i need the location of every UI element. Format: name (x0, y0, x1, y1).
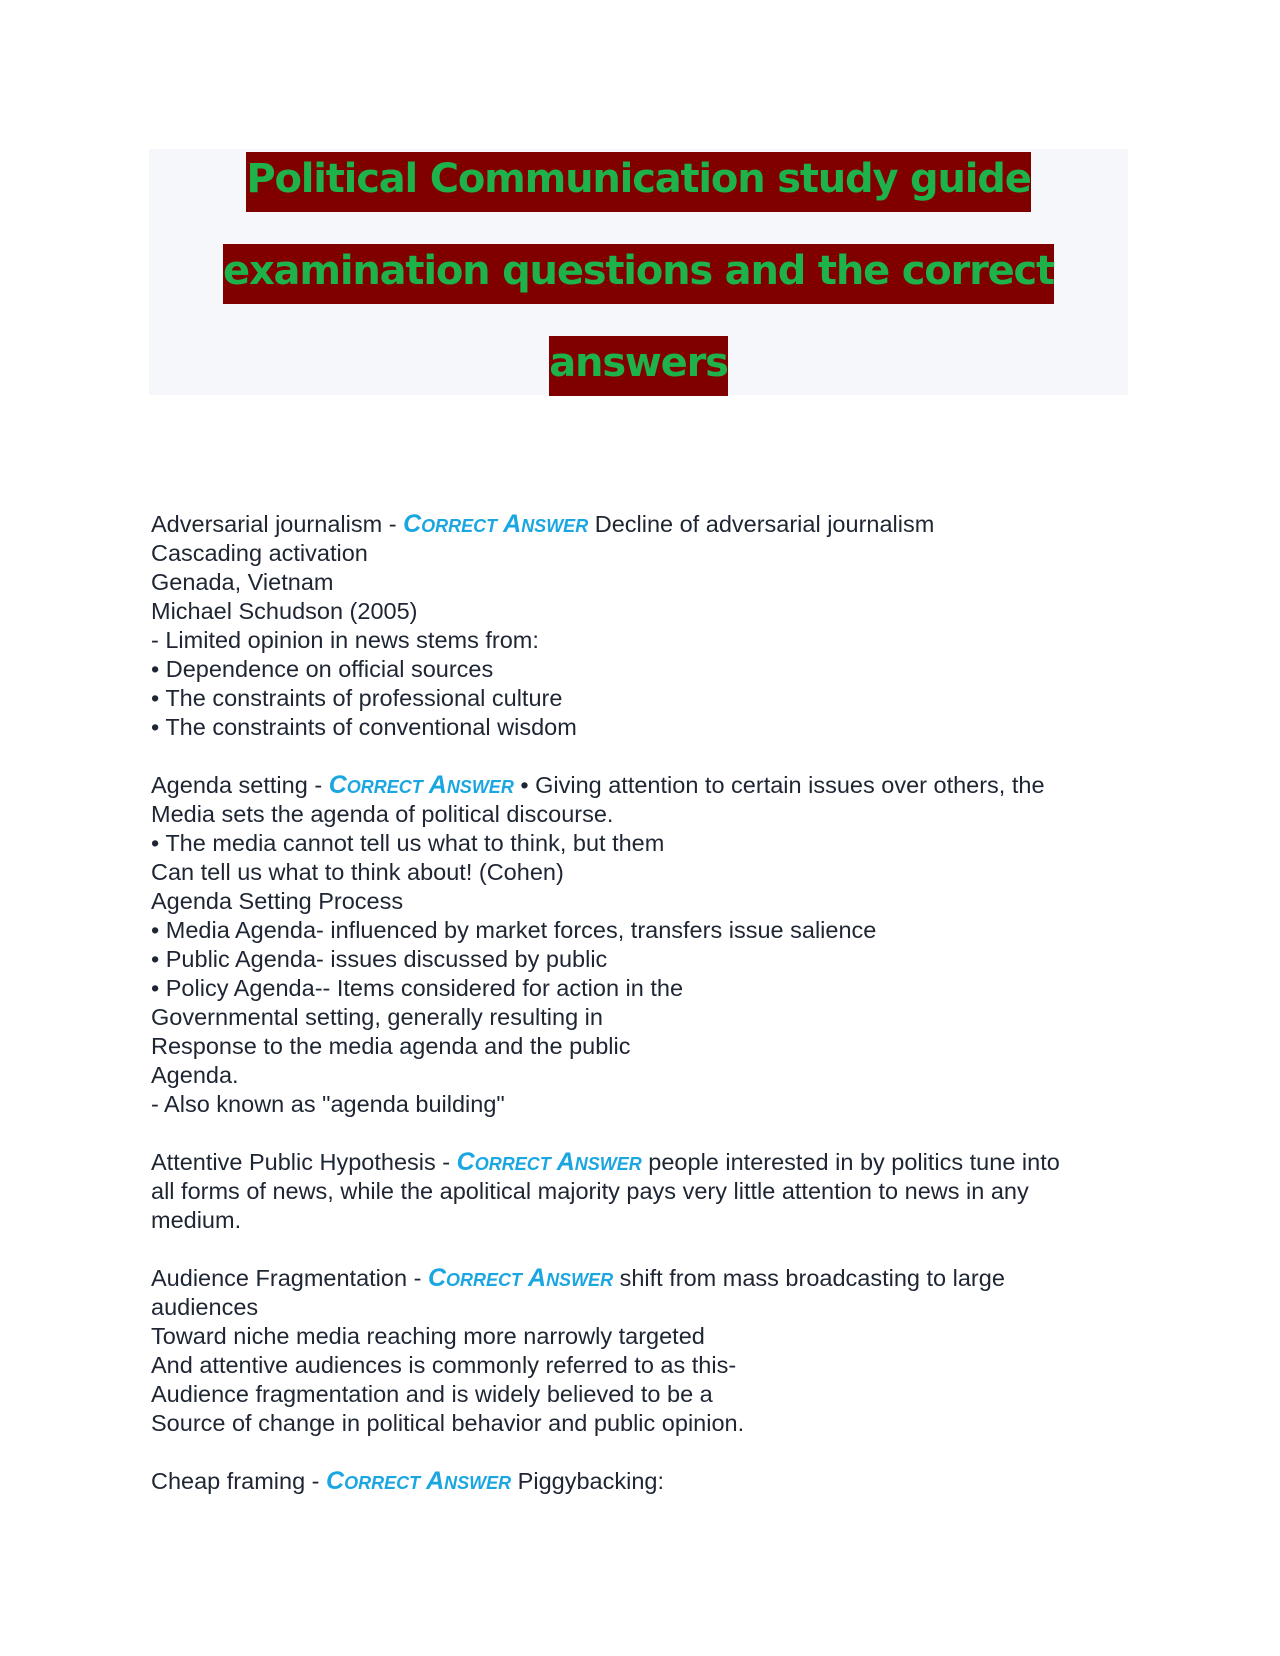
answer-line: Response to the media agenda and the public (151, 1033, 631, 1059)
answer-line: Toward niche media reaching more narrowly targeted (151, 1323, 705, 1349)
title-text: answers (549, 336, 728, 396)
term: Adversarial journalism - (151, 511, 404, 537)
answer-line: • Dependence on official sources (151, 656, 494, 682)
correct-answer-label: Correct Answer (456, 1148, 642, 1176)
answer-line: Agenda Setting Process (151, 888, 404, 914)
term: Audience Fragmentation - (151, 1265, 428, 1291)
title-text: examination questions and the correct (223, 244, 1054, 304)
answer-line: • Media Agenda- influenced by market forces, transfers issue salience (151, 917, 877, 943)
correct-answer-label: Correct Answer (326, 1467, 512, 1495)
answer-line: Agenda. (151, 1062, 239, 1088)
answer-text: • Giving attention to certain issues over others, the (513, 772, 1045, 798)
answer-text: Decline of adversarial journalism (588, 511, 935, 537)
answer-line: - Also known as "agenda building" (151, 1091, 505, 1117)
entry-header (151, 510, 1131, 539)
term: Agenda setting - (151, 772, 329, 798)
entry-header (151, 1148, 1131, 1177)
title-text: Political Communication study guide (246, 152, 1030, 212)
answer-line: Can tell us what to think about! (Cohen) (151, 859, 564, 885)
answer-line: • Policy Agenda-- Items considered for action in the (151, 975, 684, 1001)
answer-text: people interested in by politics tune into (641, 1149, 1060, 1175)
entry-header (151, 1264, 1131, 1293)
answer-line: Audience fragmentation and is widely believed to be a (151, 1381, 713, 1407)
answer-line: • The constraints of professional culture (151, 685, 563, 711)
answer-line: - Limited opinion in news stems from: (151, 627, 539, 653)
answer-line: Cascading activation (151, 540, 368, 566)
document-body (151, 510, 1131, 1525)
qa-entry-agenda-setting (151, 771, 1131, 1119)
answer-text: Piggybacking: (511, 1468, 664, 1494)
qa-entry-attentive-public-hypothesis (151, 1148, 1131, 1235)
term: Cheap framing - (151, 1468, 327, 1494)
entry-header (151, 1467, 1131, 1496)
answer-line: • The constraints of conventional wisdom (151, 714, 577, 740)
term: Attentive Public Hypothesis - (151, 1149, 457, 1175)
title-line-3 (149, 333, 1128, 393)
answer-line: • The media cannot tell us what to think, but them (151, 830, 665, 856)
answer-line: Michael Schudson (2005) (151, 598, 418, 624)
answer-line: Governmental setting, generally resulting in (151, 1004, 603, 1030)
entry-header (151, 771, 1131, 800)
title-line-1 (149, 149, 1128, 209)
correct-answer-label: Correct Answer (328, 771, 514, 799)
correct-answer-label: Correct Answer (427, 1264, 614, 1292)
title-box (149, 149, 1128, 395)
answer-line: Genada, Vietnam (151, 569, 334, 595)
answer-line: Source of change in political behavior and public opinion. (151, 1410, 745, 1436)
correct-answer-label: Correct Answer (403, 510, 589, 538)
answer-line: audiences (151, 1294, 259, 1320)
answer-line: all forms of news, while the apolitical majority pays very little attention to news in any (151, 1178, 1029, 1204)
qa-entry-cheap-framing (151, 1467, 1131, 1496)
answer-line: medium. (151, 1207, 242, 1233)
title-line-2 (149, 241, 1128, 301)
answer-line: • Public Agenda- issues discussed by public (151, 946, 608, 972)
qa-entry-audience-fragmentation (151, 1264, 1131, 1438)
answer-line: Media sets the agenda of political discourse. (151, 801, 614, 827)
qa-entry-adversarial-journalism (151, 510, 1131, 742)
answer-line: And attentive audiences is commonly referred to as this- (151, 1352, 737, 1378)
answer-text: shift from mass broadcasting to large (613, 1265, 1005, 1291)
